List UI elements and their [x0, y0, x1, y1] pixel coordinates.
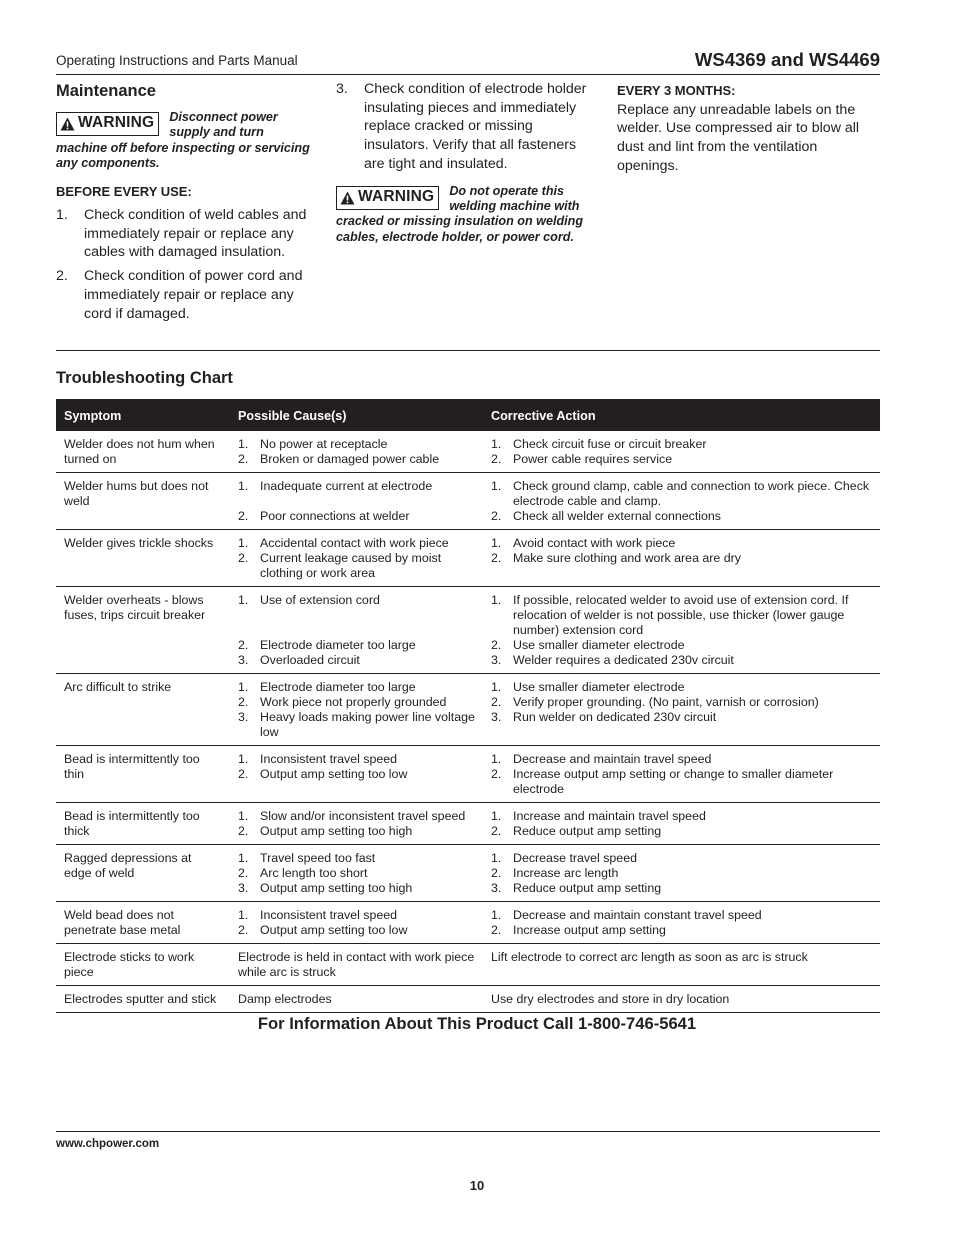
action-cell: Lift electrode to correct arc length as soon as arc is struck: [483, 944, 880, 986]
manual-title: Operating Instructions and Parts Manual: [56, 53, 298, 68]
table-row: [56, 674, 880, 746]
header-possible-causes: Possible Cause(s): [230, 399, 483, 431]
action-cell: 1. Decrease and maintain constant travel speed 2. Increase output amp setting: [483, 902, 880, 944]
symptom-cell: Weld bead does not penetrate base metal: [56, 902, 230, 944]
cause-cell: 1. Accidental contact with work piece 2. Current leakage caused by moist clothing or work area: [230, 530, 483, 587]
troubleshooting-table: [56, 399, 880, 1013]
action-cell: 1. Check ground clamp, cable and connection to work piece. Check electrode cable and clamp. 2. Check all welder external connections: [483, 473, 880, 530]
symptom-cell: Ragged depressions at edge of weld: [56, 845, 230, 902]
model-title: WS4369 and WS4469: [694, 49, 880, 70]
cause-cell: 1. Use of extension cord 2. Electrode diameter too large 3. Overloaded circuit: [230, 587, 483, 674]
cause-cell: Damp electrodes: [230, 986, 483, 1013]
header-corrective-action: Corrective Action: [483, 399, 880, 431]
warning-block-2: [336, 184, 600, 246]
footer-divider: [56, 1131, 880, 1132]
page-number: 10: [469, 1178, 485, 1193]
list-item: 3. Check condition of electrode holder insulating pieces and immediately replace cracked or missing insulators. Verify that all fasteners are tight and insulated.: [336, 81, 587, 172]
cause-cell: 1. Slow and/or inconsistent travel speed 2. Output amp setting too high: [230, 803, 483, 845]
warning-badge: [336, 186, 439, 210]
warning-triangle-icon: [340, 191, 355, 205]
table-row: [56, 746, 880, 803]
warning-block: [56, 110, 318, 172]
header-divider: [56, 74, 880, 75]
cause-cell: 1. Inconsistent travel speed 2. Output amp setting too low: [230, 902, 483, 944]
table-header-row: [56, 399, 880, 431]
product-info-phone: For Information About This Product Call 1-800-746-5641: [257, 1014, 697, 1033]
symptom-cell: Welder overheats - blows fuses, trips circuit breaker: [56, 587, 230, 674]
warning-badge: [56, 112, 159, 136]
symptom-cell: Arc difficult to strike: [56, 674, 230, 746]
maintenance-column-2: [336, 80, 600, 245]
action-cell: 1. Check circuit fuse or circuit breaker 2. Power cable requires service: [483, 431, 880, 473]
action-cell: 1. Avoid contact with work piece 2. Make sure clothing and work area are dry: [483, 530, 880, 587]
table-row: [56, 587, 880, 674]
symptom-cell: Bead is intermittently too thin: [56, 746, 230, 803]
every-3-months-heading: EVERY 3 MONTHS:: [617, 83, 736, 98]
symptom-cell: Electrodes sputter and stick: [56, 986, 230, 1013]
list-item: 1. Check condition of weld cables and immediately repair or replace any cables with damaged insulation.: [56, 207, 307, 261]
table-row: [56, 803, 880, 845]
action-cell: 1. Decrease travel speed 2. Increase arc length 3. Reduce output amp setting: [483, 845, 880, 902]
maintenance-list: [56, 206, 318, 323]
cause-cell: 1. Electrode diameter too large 2. Work piece not properly grounded 3. Heavy loads making power line voltage low: [230, 674, 483, 746]
action-cell: 1. Decrease and maintain travel speed 2. Increase output amp setting or change to smaller diameter electrode: [483, 746, 880, 803]
warning-text: Disconnect power supply and turn machine off before inspecting or servicing any components.: [56, 109, 310, 170]
table-row: [56, 431, 880, 473]
symptom-cell: Bead is intermittently too thick: [56, 803, 230, 845]
maintenance-list-continued: [336, 80, 600, 174]
cause-cell: 1. Travel speed too fast 2. Arc length too short 3. Output amp setting too high: [230, 845, 483, 902]
table-row: [56, 845, 880, 902]
warning-label: WARNING: [358, 188, 435, 206]
warning-label: WARNING: [78, 114, 155, 132]
symptom-cell: Welder does not hum when turned on: [56, 431, 230, 473]
action-cell: 1. If possible, relocated welder to avoid use of extension cord. If relocation of welder is not possible, use thicker (lower gauge number) extension cord 2. Use smaller diameter electrode 3. Welder requires a dedicated 230v circuit: [483, 587, 880, 674]
before-every-use-heading: BEFORE EVERY USE:: [56, 184, 192, 200]
symptom-cell: Electrode sticks to work piece: [56, 944, 230, 986]
action-cell: 1. Use smaller diameter electrode 2. Verify proper grounding. (No paint, varnish or corrosion) 3. Run welder on dedicated 230v circuit: [483, 674, 880, 746]
symptom-cell: Welder gives trickle shocks: [56, 530, 230, 587]
cause-cell: 1. Inadequate current at electrode 2. Poor connections at welder: [230, 473, 483, 530]
cause-cell: 1. No power at receptacle 2. Broken or damaged power cable: [230, 431, 483, 473]
table-row: [56, 944, 880, 986]
warning-text: Do not operate this welding machine with cracked or missing insulation on welding cables, electrode holder, or power cord.: [336, 183, 584, 244]
list-item: 2. Check condition of power cord and immediately repair or replace any cord if damaged.: [56, 268, 303, 322]
table-row: [56, 902, 880, 944]
cause-cell: 1. Inconsistent travel speed 2. Output amp setting too low: [230, 746, 483, 803]
warning-triangle-icon: [60, 117, 75, 131]
troubleshooting-title: Troubleshooting Chart: [56, 369, 233, 387]
section-divider: [56, 350, 880, 351]
header-symptom: Symptom: [56, 399, 230, 431]
maintenance-column-1: [56, 80, 318, 328]
maintenance-column-3: [617, 80, 879, 176]
maintenance-title: Maintenance: [56, 82, 156, 100]
table-row: [56, 530, 880, 587]
cause-cell: Electrode is held in contact with work piece while arc is struck: [230, 944, 483, 986]
action-cell: 1. Increase and maintain travel speed 2. Reduce output amp setting: [483, 803, 880, 845]
every-3-months-text: Replace any unreadable labels on the welder. Use compressed air to blow all dust and lint from the ventilation openings.: [617, 101, 860, 174]
action-cell: Use dry electrodes and store in dry location: [483, 986, 880, 1013]
table-row: [56, 986, 880, 1013]
symptom-cell: Welder hums but does not weld: [56, 473, 230, 530]
table-row: [56, 473, 880, 530]
footer-url[interactable]: www.chpower.com: [56, 1138, 160, 1150]
